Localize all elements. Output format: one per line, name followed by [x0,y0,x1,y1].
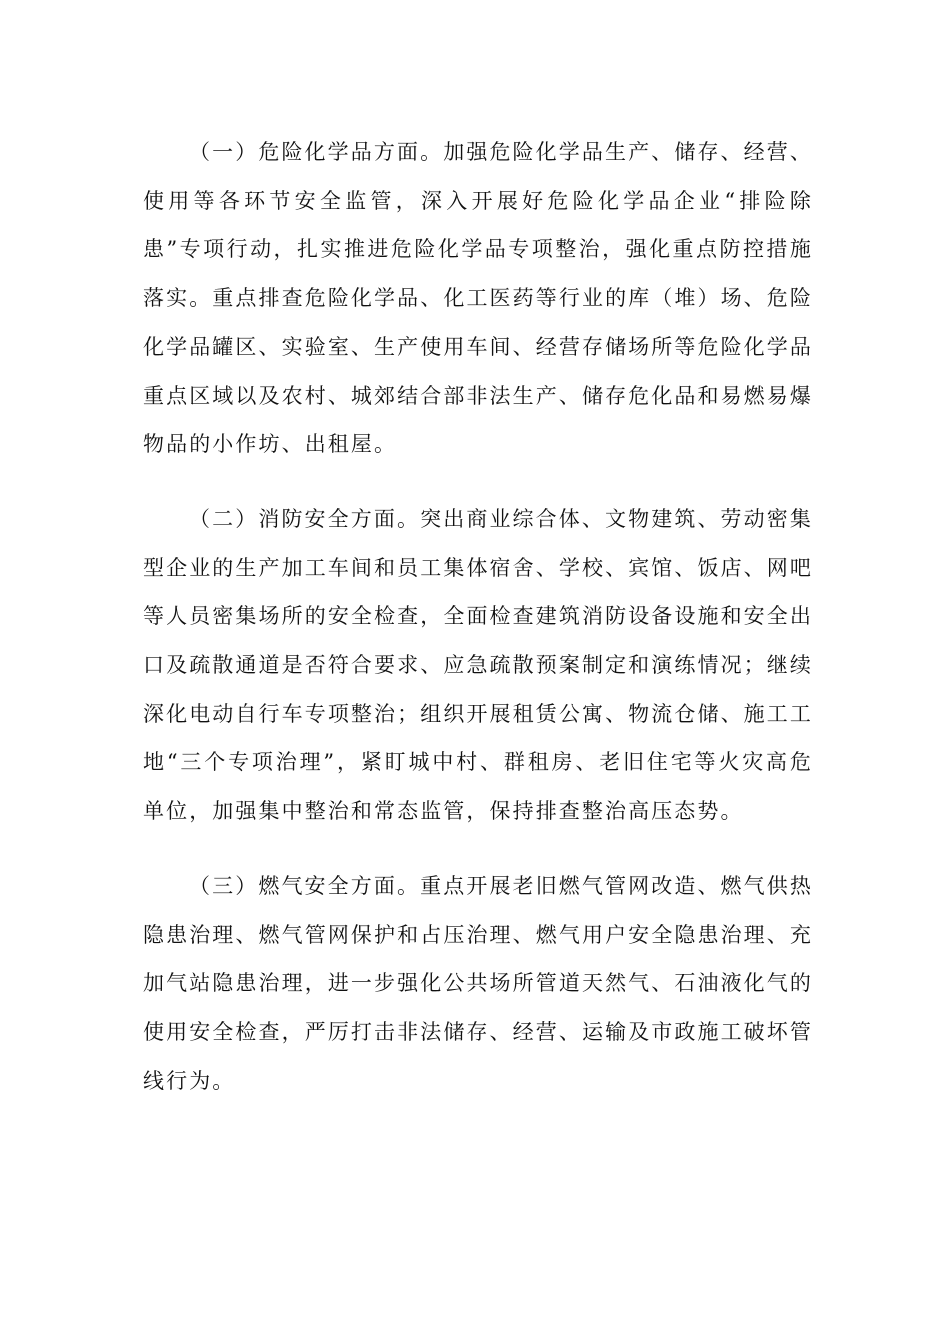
paragraph-fire-safety: （二）消防安全方面。突出商业综合体、文物建筑、劳动密集型企业的生产加工车间和员工集体宿舍、学校、宾馆、饭店、网吧等人员密集场所的安全检查，全面检查建筑消防设备设施和安全出口及疏散通道是否符合要求、应急疏散预案制定和演练情况；继续深化电动自行车专项整治；组织开展租赁公寓、物流仓储、施工工地“三个专项治理”，紧盯城中村、群租房、老旧住宅等火灾高危单位，加强集中整治和常态监管，保持排查整治高压态势。 [143,506,813,824]
paragraph-gas-safety: （三）燃气安全方面。重点开展老旧燃气管网改造、燃气供热隐患治理、燃气管网保护和占压治理、燃气用户安全隐患治理、充加气站隐患治理，进一步强化公共场所管道天然气、石油液化气的使用安全检查，严厉打击非法储存、经营、运输及市政施工破坏管线行为。 [143,873,813,1093]
document-body [143,128,813,1105]
paragraph-hazardous-chemicals: （一）危险化学品方面。加强危险化学品生产、储存、经营、使用等各环节安全监管，深入开展好危险化学品企业“排险除患”专项行动，扎实推进危险化学品专项整治，强化重点防控措施落实。重点排查危险化学品、化工医药等行业的库（堆）场、危险化学品罐区、实验室、生产使用车间、经营存储场所等危险化学品重点区域以及农村、城郊结合部非法生产、储存危化品和易燃易爆物品的小作坊、出租屋。 [143,140,813,457]
